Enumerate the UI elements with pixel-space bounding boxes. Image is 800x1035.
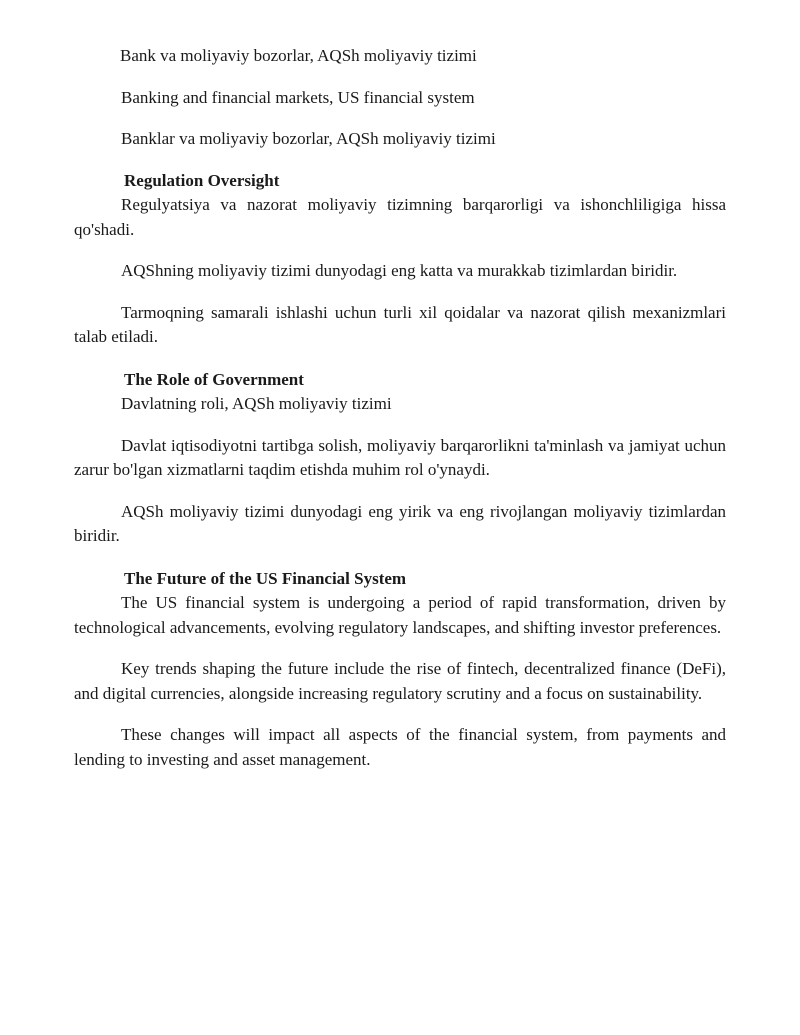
paragraph: Davlatning roli, AQSh moliyaviy tizimi — [121, 394, 392, 413]
paragraph: Davlat iqtisodiyotni tartibga solish, moliyaviy barqarorlikni ta'minlash va jamiyat uchun zarur bo'lgan xizmatlarni taqdim etishda muhim rol o'ynaydi. — [74, 435, 726, 479]
document-page — [74, 44, 726, 790]
intro-line: Banklar va moliyaviy bozorlar, AQSh moliyaviy tizimi — [121, 129, 496, 148]
paragraph: AQShning moliyaviy tizimi dunyodagi eng katta va murakkab tizimlardan biridir. — [121, 261, 678, 280]
intro-lines — [74, 44, 726, 152]
section-heading: The Role of Government — [124, 369, 304, 389]
section-government — [74, 368, 726, 549]
paragraph: AQSh moliyaviy tizimi dunyodagi eng yirik va eng rivojlangan moliyaviy tizimlardan biridir. — [74, 501, 726, 545]
paragraph: Tarmoqning samarali ishlashi uchun turli xil qoidalar va nazorat qilish mexanizmlari talab etiladi. — [74, 302, 726, 346]
intro-line: Bank va moliyaviy bozorlar, AQSh moliyaviy tizimi — [120, 46, 477, 65]
paragraph: Key trends shaping the future include the rise of fintech, decentralized finance (DeFi), and digital currencies, alongside increasing regulatory scrutiny and a focus on sustainability. — [74, 659, 726, 703]
paragraph: The US financial system is undergoing a period of rapid transformation, driven by technological advancements, evolving regulatory landscapes, and shifting investor preferences. — [74, 593, 726, 637]
intro-line: Banking and financial markets, US financial system — [121, 87, 475, 107]
paragraph: These changes will impact all aspects of the financial system, from payments and lending to investing and asset management. — [74, 725, 726, 769]
section-heading: Regulation Oversight — [124, 170, 280, 190]
section-heading: The Future of the US Financial System — [124, 568, 407, 588]
paragraph: Regulyatsiya va nazorat moliyaviy tizimning barqarorligi va ishonchliligiga hissa qo'shadi. — [74, 195, 726, 239]
section-regulation — [74, 169, 726, 350]
section-future — [74, 567, 726, 773]
